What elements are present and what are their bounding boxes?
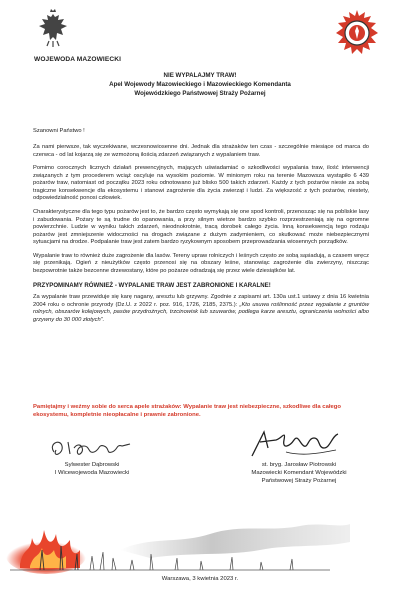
reminder-heading: PRZYPOMINAMY RÓWNIEŻ - WYPALANIE TRAW JEST ZABRONIONE I KARALNE! [33,281,271,289]
greeting: Szanowni Państwo ! [33,128,85,134]
signature-block-left [34,462,150,478]
signatory-role-right-1: Mazowiecki Komendant Wojewódzki [251,469,347,476]
burning-grass-illustration [0,498,400,580]
letter-body [33,128,369,330]
page-title: NIE WYPALAJMY TRAW! [163,72,237,79]
fire-brigade-emblem-icon [334,8,380,58]
signatory-name-left: Sylwester Dąbrowski [64,462,120,468]
signatory-role-left: I Wicewojewoda Mazowiecki [54,469,130,476]
subtitle-line-2: Wojewódzkiego Państwowej Straży Pożarnej [134,90,266,97]
paragraph-2: Pomimo corocznych licznych działań prewencyjnych, mających uświadamiać o szkodliwości wypalania traw, ilość interwencji związanych z tym procederem wciąż oscyluje na wysokim poziomie. W minionym roku na terenie Mazowsza wystąpiło 6 439 pożarów traw, natomiast od początku 2023 roku odnotowano już blisko 500 takich zdarzeń. Każdy z tych pożarów niesie za sobą tragiczne konsekwencje dla ekosystemu i stanowi zagrożenie dla życia zwierząt i ludzi. Za większość z tych pożarów, niestety, odpowiedzialność ponosi człowiek. [33,165,369,202]
voivode-label: WOJEWODA MAZOWIECKI [34,56,122,63]
legal-text: Za wypalanie traw przewiduje się karę nagany, aresztu lub grzywny. Zgodnie z zapisami art. 130a ust.1 ustawy z dnia 16 kwietnia 2004 roku o ochronie przyrody (Dz.U. z 2022 r. poz. 916, 1726, 2185, 2375.): [33,294,369,308]
legal-quote: „Kto usuwa roślinność przez wypalanie z gruntów rolnych, obszarów kolejowych, pasów przydrożnych, trzcinowisk lub szuwarów, podlega karze aresztu, ograniczenia wolności albo grzywny do 30 000 złotych”. [33,301,369,323]
signature-right-image [246,426,346,462]
letter-heading [0,71,400,98]
signatory-name-right: st. bryg. Jarosław Piotrowski [261,462,337,468]
letter-date: Warszawa, 3 kwietnia 2023 r. [161,576,239,582]
paragraph-1: Za nami pierwsze, tak wyczekiwane, wczesnowiosenne dni. Jednak dla strażaków ten czas - szczególnie miesiące od marca do czerwca - od lat kojarzą się ze wzmożoną ilością zdarzeń związanych z wypalaniem traw. [33,144,369,158]
appeal-text: Pamiętajmy i weźmy sobie do serca apele strażaków: Wypalanie traw jest niebezpieczne, szkodliwe dla całego ekosystemu, kompletnie nieopłacalne i prawnie zabronione. [33,404,341,418]
polish-eagle-icon [36,8,70,48]
paragraph-4: Wypalanie traw to również duże zagrożenie dla lasów. Tereny upraw rolniczych i leśnych często ze sobą sąsiadują, a czasem wręcz się przenikają. Ogień z nieużytków często przenosi się na obszary leśne, stanowiąc zagrożenie dla zwierzyny, niszcząc bezpowrotnie także bezcenne drzewostany, które po pożarze odradzają się przez wiele dziesiątków lat. [33,252,369,274]
signatory-role-right-2: Państwowej Straży Pożarnej [261,477,337,484]
signature-left-image [46,432,136,462]
subtitle-line-1: Apel Wojewody Mazowieckiego i Mazowieckiego Komendanta [109,81,291,88]
signature-block-right [230,462,368,485]
paragraph-3: Charakterystyczne dla tego typu pożarów jest to, że bardzo często wymykają się one spod kontroli, przenosząc się na pobliskie lasy i zabudowania. Pożary te są trudne do opanowania, a przy silnym wietrze bardzo szybko rozprzestrzeniają się na ogromne powierzchnie. Ludzie w wyniku takich zdarzeń, nieodnokrotnie, tracą dorobek całego życia. Inną konsekwencją tego rodzaju pożarów jest zmniejszenie widoczności na drogach związane z dużym zadymieniem, co skutkować może niebezpiecznymi sytuacjami na drodze. Podpalanie traw jest zatem bardzo ryzykownym sposobem przeprowadzania wiosennych porządków. [33,209,369,246]
paragraph-5 [33,294,369,324]
